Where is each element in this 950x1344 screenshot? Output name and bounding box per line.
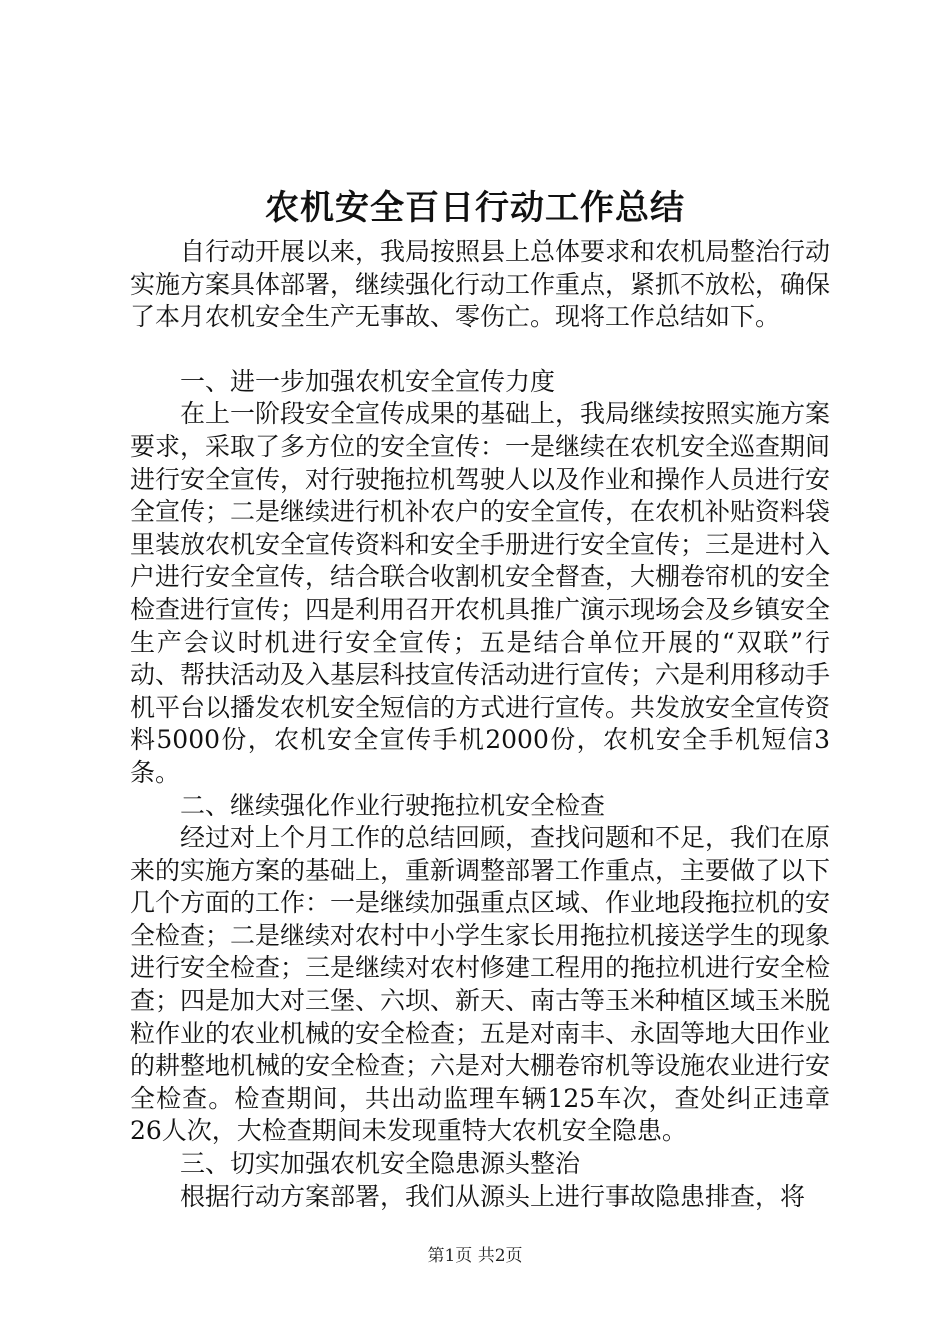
section-1-heading: 一、进一步加强农机安全宣传力度 bbox=[180, 366, 556, 396]
section-3-heading: 三、切实加强农机安全隐患源头整治 bbox=[180, 1149, 581, 1179]
section-2-body: 经过对上个月工作的总结回顾，查找问题和不足，我们在原来的实施方案的基础上，重新调整部署工作重点，主要做了以下几个方面的工作：一是继续加强重点区域、作业地段拖拉机的安全检查；二是继续对农村中小学生家长用拖拉机接送学生的现象进行安全检查；三是继续对农村修建工程用的拖拉机进行安全检查；四是加大对三堡、六坝、新天、南古等玉米种植区域玉米脱粒作业的农业机械的安全检查；五是对南丰、永固等地大田作业的耕整地机械的安全检查；六是对大棚卷帘机等设施农业进行安全检查。检查期间，共出动监理车辆125车次，查处纠正违章26人次，大检查期间未发现重特大农机安全隐患。 bbox=[130, 823, 831, 1146]
section-3-body: 根据行动方案部署，我们从源头上进行事故隐患排查，将 bbox=[180, 1181, 806, 1211]
document-body bbox=[130, 236, 830, 1213]
page-footer: 第1页 共2页 bbox=[427, 1246, 523, 1266]
paragraph-gap bbox=[130, 334, 830, 366]
intro-paragraph: 自行动开展以来，我局按照县上总体要求和农机局整治行动实施方案具体部署，继续强化行动工作重点，紧抓不放松，确保了本月农机安全生产无事故、零伤亡。现将工作总结如下。 bbox=[130, 237, 831, 332]
document-title: 农机安全百日行动工作总结 bbox=[265, 188, 685, 228]
section-1-body: 在上一阶段安全宣传成果的基础上，我局继续按照实施方案要求，采取了多方位的安全宣传：一是继续在农机安全巡查期间进行安全宣传，对行驶拖拉机驾驶人以及作业和操作人员进行安全宣传；二是继续进行机补农户的安全宣传，在农机补贴资料袋里装放农机安全宣传资料和安全手册进行安全宣传；三是进村入户进行安全宣传，结合联合收割机安全督查，大棚卷帘机的安全检查进行宣传；四是利用召开农机具推广演示现场会及乡镇安全生产会议时机进行安全宣传；五是结合单位开展的“双联”行动、帮扶活动及入基层科技宣传活动进行宣传；六是利用移动手机平台以播发农机安全短信的方式进行宣传。共发放安全宣传资料5000份，农机安全宣传手机2000份，农机安全手机短信3条。 bbox=[130, 399, 831, 787]
section-2-heading: 二、继续强化作业行驶拖拉机安全检查 bbox=[180, 790, 606, 820]
